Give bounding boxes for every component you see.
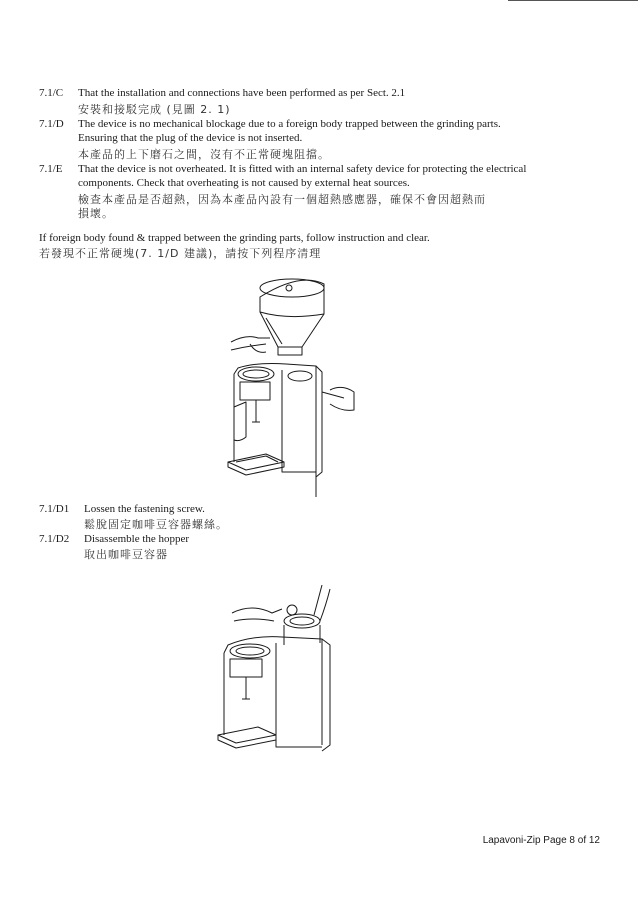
section-7-1-d-text-line1: The device is no mechanical blockage due to a foreign body trapped between the grinding parts. [78,118,501,130]
grinder-hopper-lifted-illustration [226,272,356,497]
top-rule [508,0,638,1]
section-label-7-1-d: 7.1/D [39,118,64,130]
step-label-7-1-d2: 7.1/D2 [39,533,70,545]
step-7-1-d1-text: Lossen the fastening screw. [84,503,205,515]
foreign-body-instruction: If foreign body found & trapped between the grinding parts, follow instruction and clear. [39,232,430,244]
step-7-1-d2-chinese: 取出咖啡豆容器 [84,548,168,561]
section-7-1-d-chinese: 本產品的上下磨石之間，沒有不正常硬塊阻擋。 [78,148,330,161]
step-label-7-1-d1: 7.1/D1 [39,503,70,515]
section-7-1-d-text-line2: Ensuring that the plug of the device is not inserted. [78,132,303,144]
step-7-1-d2-text: Disassemble the hopper [84,533,190,545]
section-label-7-1-e: 7.1/E [39,163,63,175]
grinder-hopper-removed-illustration [212,585,352,770]
section-7-1-c-chinese: 安裝和接駁完成 (見圖 2. 1) [78,103,231,116]
foreign-body-instruction-chinese: 若發現不正常硬塊(7. 1/D 建議)，請按下列程序清理 [39,247,322,260]
step-7-1-d1-chinese: 鬆脫固定咖啡豆容器螺絲。 [84,518,228,531]
section-7-1-e-text-line2: components. Check that overheating is not caused by external heat sources. [78,177,410,189]
section-7-1-e-chinese-line1: 檢查本產品是否超熱，因為本產品內設有一個超熱感應器，確保不會因超熱而 [78,193,486,206]
section-7-1-e-text-line1: That the device is not overheated. It is fitted with an internal safety device for protecting the electrical [78,163,527,175]
section-label-7-1-c: 7.1/C [39,87,64,99]
section-7-1-c-text: That the installation and connections have been performed as per Sect. 2.1 [78,87,406,99]
section-7-1-e-chinese-line2: 損壞。 [78,207,114,220]
page-footer: Lapavoni-Zip Page 8 of 12 [482,835,600,846]
